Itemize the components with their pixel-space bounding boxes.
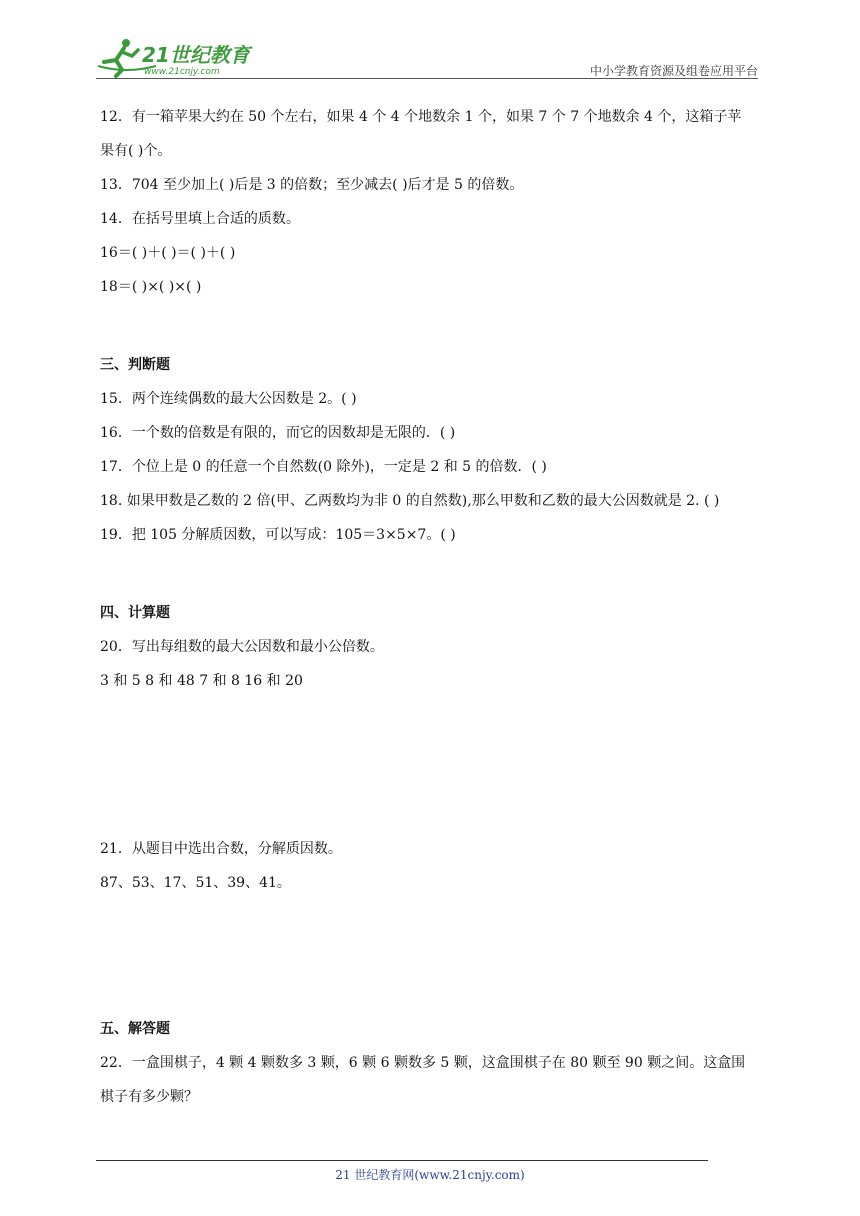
platform-name: 中小学教育资源及组卷应用平台 (589, 64, 758, 78)
question-14-equation-2: 18＝( )×( )×( ) (100, 279, 202, 295)
question-22-line2: 棋子有多少颗？ (100, 1089, 198, 1105)
logo-text: 21世纪教育 (142, 43, 250, 67)
question-20-groups: 3 和 5 8 和 48 7 和 8 16 和 20 (100, 673, 303, 689)
header-divider (96, 78, 758, 79)
question-12-line1: 12．有一箱苹果大约在 50 个左右，如果 4 个 4 个地数余 1 个，如果 7 个 7 个地数余 4 个，这箱子苹 (100, 109, 742, 125)
question-19: 19．把 105 分解质因数，可以写成：105＝3×5×7。( ) (100, 527, 456, 543)
section-3-title: 三、判断题 (100, 357, 170, 373)
question-18: 18. 如果甲数是乙数的 2 倍(甲、乙两数均为非 0 的自然数),那么甲数和乙数的最大公因数就是 2. ( ) (100, 493, 720, 509)
question-15: 15．两个连续偶数的最大公因数是 2。( ) (100, 391, 357, 407)
question-16: 16．一个数的倍数是有限的，而它的因数却是无限的．( ) (100, 425, 456, 441)
page-header (96, 36, 758, 78)
question-14-equation-1: 16＝( )＋( )＝( )＋( ) (100, 245, 236, 261)
question-14: 14．在括号里填上合适的质数。 (100, 211, 300, 227)
question-20: 20．写出每组数的最大公因数和最小公倍数。 (100, 639, 384, 655)
section-4-title: 四、计算题 (100, 605, 170, 621)
question-21: 21．从题目中选出合数，分解质因数。 (100, 841, 342, 857)
question-22-line1: 22．一盒围棋子，4 颗 4 颗数多 3 颗，6 颗 6 颗数多 5 颗，这盒围棋子在 80 颗至 90 颗之间。这盒围 (100, 1055, 746, 1071)
21cnjy-logo (96, 36, 266, 78)
question-17: 17．个位上是 0 的任意一个自然数(0 除外)，一定是 2 和 5 的倍数．( ) (100, 459, 547, 475)
logo-url: www.21cnjy.com (144, 67, 220, 77)
footer-text: 21 世纪教育网(www.21cnjy.com) (335, 1168, 525, 1182)
question-13: 13．704 至少加上( )后是 3 的倍数；至少减去( )后才是 5 的倍数。 (100, 177, 524, 193)
question-12-line2: 果有( )个。 (100, 143, 172, 159)
footer-divider (96, 1160, 708, 1161)
section-5-title: 五、解答题 (100, 1021, 170, 1037)
question-21-numbers: 87、53、17、51、39、41。 (100, 875, 291, 891)
